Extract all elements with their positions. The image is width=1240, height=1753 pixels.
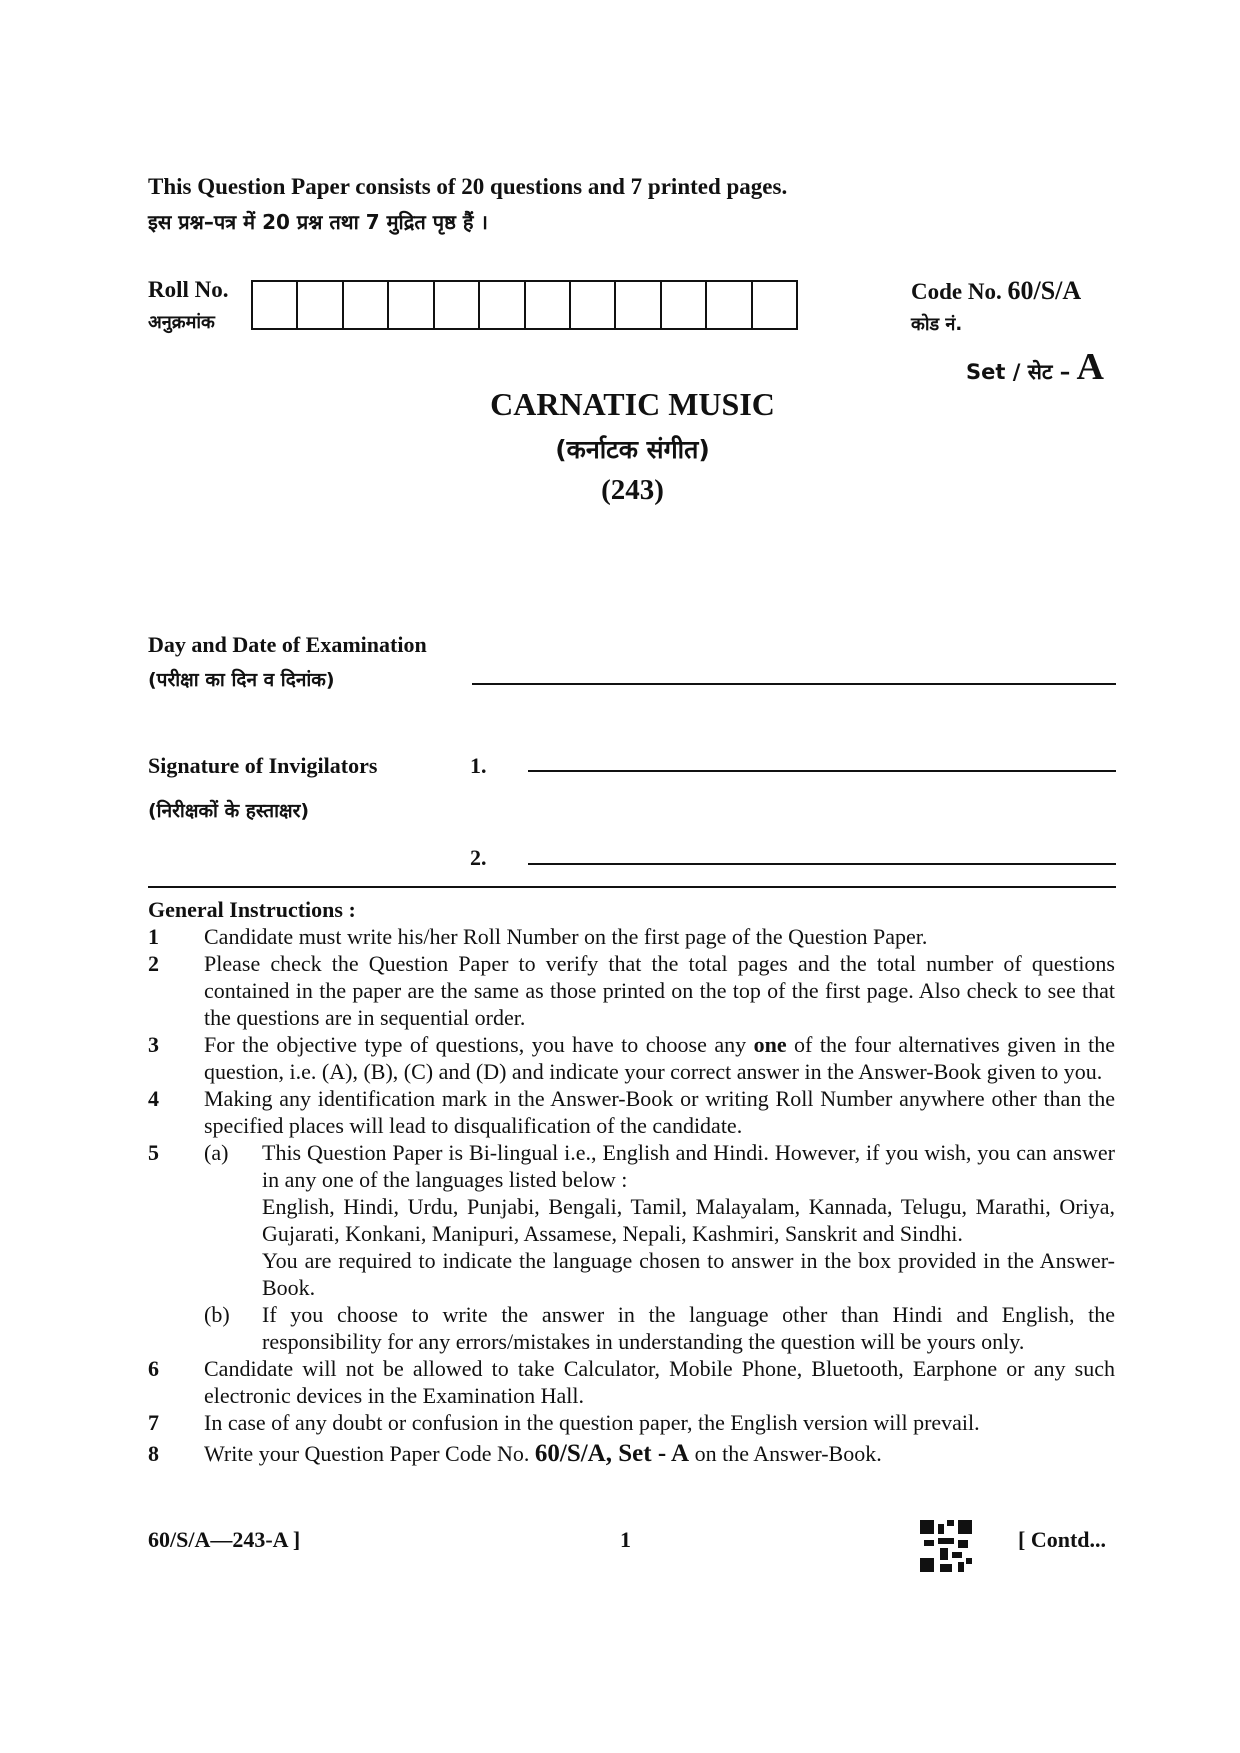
pages-note-hindi: इस प्रश्न–पत्र में 20 प्रश्न तथा 7 मुद्रित पृष्ठ हैं । bbox=[148, 210, 488, 234]
qr-code-icon bbox=[920, 1520, 972, 1572]
instruction-item bbox=[148, 1409, 1115, 1436]
instruction-number: 5 bbox=[148, 1140, 159, 1165]
roll-box[interactable] bbox=[389, 282, 434, 328]
instruction-text-part: For the objective type of questions, you have to choose any bbox=[204, 1032, 754, 1057]
subitem-label: (b) bbox=[204, 1302, 230, 1327]
roll-box[interactable] bbox=[298, 282, 343, 328]
subject-title-hindi: (कर्नाटक संगीत) bbox=[555, 435, 710, 464]
set-indicator bbox=[966, 345, 1104, 389]
instruction-item bbox=[148, 1085, 1115, 1139]
page-number: 1 bbox=[620, 1527, 631, 1552]
roll-number-boxes[interactable] bbox=[251, 280, 798, 330]
roll-box[interactable] bbox=[571, 282, 616, 328]
instruction-text-part: of the four alternatives given in the question, i.e. (A), (B), (C) and (D) and indicate your correct answer in the Answer-Book given to you. bbox=[204, 1032, 1115, 1084]
roll-label-english: Roll No. bbox=[148, 277, 229, 302]
signature-line-1[interactable] bbox=[528, 770, 1116, 772]
general-instructions bbox=[148, 896, 1115, 1467]
instruction-text bbox=[204, 1440, 1115, 1467]
roll-box[interactable] bbox=[753, 282, 796, 328]
instruction-item bbox=[148, 1031, 1115, 1085]
roll-box[interactable] bbox=[616, 282, 661, 328]
exam-date-line[interactable] bbox=[472, 683, 1116, 685]
roll-box[interactable] bbox=[707, 282, 752, 328]
instruction-number: 6 bbox=[148, 1356, 159, 1381]
subitem-text: You are required to indicate the language chosen to answer in the box provided in the Answer-Book. bbox=[262, 1248, 1115, 1300]
section-divider bbox=[148, 886, 1116, 888]
code-label-english: Code No. bbox=[911, 279, 1002, 304]
footer-paper-code: 60/S/A—243-A ] bbox=[148, 1527, 301, 1552]
roll-box[interactable] bbox=[480, 282, 525, 328]
instruction-number: 8 bbox=[148, 1441, 159, 1466]
instruction-number: 2 bbox=[148, 951, 159, 976]
instruction-number: 3 bbox=[148, 1032, 159, 1057]
instruction-item bbox=[148, 923, 1115, 950]
set-label: Set / सेट – bbox=[966, 360, 1071, 384]
signature-number-2: 2. bbox=[470, 845, 487, 870]
code-value: 60/S/A bbox=[1007, 276, 1082, 305]
roll-box[interactable] bbox=[662, 282, 707, 328]
subitem-text: If you choose to write the answer in the language other than Hindi and English, the responsibility for any errors/mistakes in understanding the question will be yours only. bbox=[262, 1302, 1115, 1354]
instruction-text: In case of any doubt or confusion in the question paper, the English version will prevail. bbox=[204, 1410, 980, 1435]
pages-note-english: This Question Paper consists of 20 questions and 7 printed pages. bbox=[148, 174, 788, 199]
subitem-label: (a) bbox=[204, 1140, 229, 1165]
instruction-text bbox=[204, 1031, 1115, 1085]
invigilator-signature-label-english: Signature of Invigilators bbox=[148, 753, 378, 778]
instruction-text-part: Write your Question Paper Code No. bbox=[204, 1441, 535, 1466]
roll-box[interactable] bbox=[435, 282, 480, 328]
language-list: English, Hindi, Urdu, Punjabi, Bengali, Tamil, Malayalam, Kannada, Telugu, Marathi, Oriya, Gujarati, Konkani, Manipuri, Assamese, Nepali, Kashmiri, Sanskrit and Sindhi. bbox=[262, 1194, 1115, 1246]
instruction-text: Candidate will not be allowed to take Calculator, Mobile Phone, Bluetooth, Earphone or any such electronic devices in the Examination Hall. bbox=[204, 1356, 1115, 1408]
instruction-emphasis: one bbox=[753, 1032, 787, 1057]
instruction-number: 4 bbox=[148, 1086, 159, 1111]
instructions-heading: General Instructions : bbox=[148, 897, 356, 922]
instruction-item bbox=[148, 1139, 1115, 1355]
exam-date-label-hindi: (परीक्षा का दिन व दिनांक) bbox=[148, 669, 335, 691]
code-number bbox=[911, 276, 1081, 306]
roll-box[interactable] bbox=[344, 282, 389, 328]
roll-label-hindi: अनुक्रमांक bbox=[148, 312, 215, 333]
instruction-item bbox=[148, 1440, 1115, 1467]
instruction-text: Candidate must write his/her Roll Number on the first page of the Question Paper. bbox=[204, 924, 928, 949]
instruction-subitems bbox=[204, 1139, 1115, 1355]
instruction-subitem-b bbox=[204, 1301, 1115, 1355]
set-value: A bbox=[1076, 346, 1104, 388]
instruction-text-part: on the Answer-Book. bbox=[689, 1441, 882, 1466]
signature-number-1: 1. bbox=[470, 753, 487, 778]
instruction-subitem-a bbox=[204, 1139, 1115, 1301]
subitem-text: This Question Paper is Bi-lingual i.e., English and Hindi. However, if you wish, you can answer in any one of the languages listed below : bbox=[262, 1140, 1115, 1192]
instruction-text: Please check the Question Paper to verify that the total pages and the total number of questions contained in the paper are the same as those printed on the top of the first page. Also check to see that the questions are in sequential order. bbox=[204, 951, 1115, 1030]
instruction-text: Making any identification mark in the Answer-Book or writing Roll Number anywhere other than the specified places will lead to disqualification of the candidate. bbox=[204, 1086, 1115, 1138]
instruction-number: 7 bbox=[148, 1410, 159, 1435]
instruction-number: 1 bbox=[148, 924, 159, 949]
instruction-emphasis: 60/S/A, Set - A bbox=[534, 1440, 690, 1467]
roll-box[interactable] bbox=[253, 282, 298, 328]
code-label-hindi: कोड नं. bbox=[911, 314, 963, 335]
instruction-item bbox=[148, 1355, 1115, 1409]
exam-date-label-english: Day and Date of Examination bbox=[148, 632, 427, 657]
instruction-item bbox=[148, 950, 1115, 1031]
invigilator-signature-label-hindi: (निरीक्षकों के हस्ताक्षर) bbox=[148, 800, 310, 822]
roll-box[interactable] bbox=[526, 282, 571, 328]
continued-note: [ Contd... bbox=[1018, 1527, 1107, 1552]
subject-title-english: CARNATIC MUSIC bbox=[490, 386, 775, 422]
signature-line-2[interactable] bbox=[528, 863, 1116, 865]
subject-code: (243) bbox=[601, 474, 664, 506]
